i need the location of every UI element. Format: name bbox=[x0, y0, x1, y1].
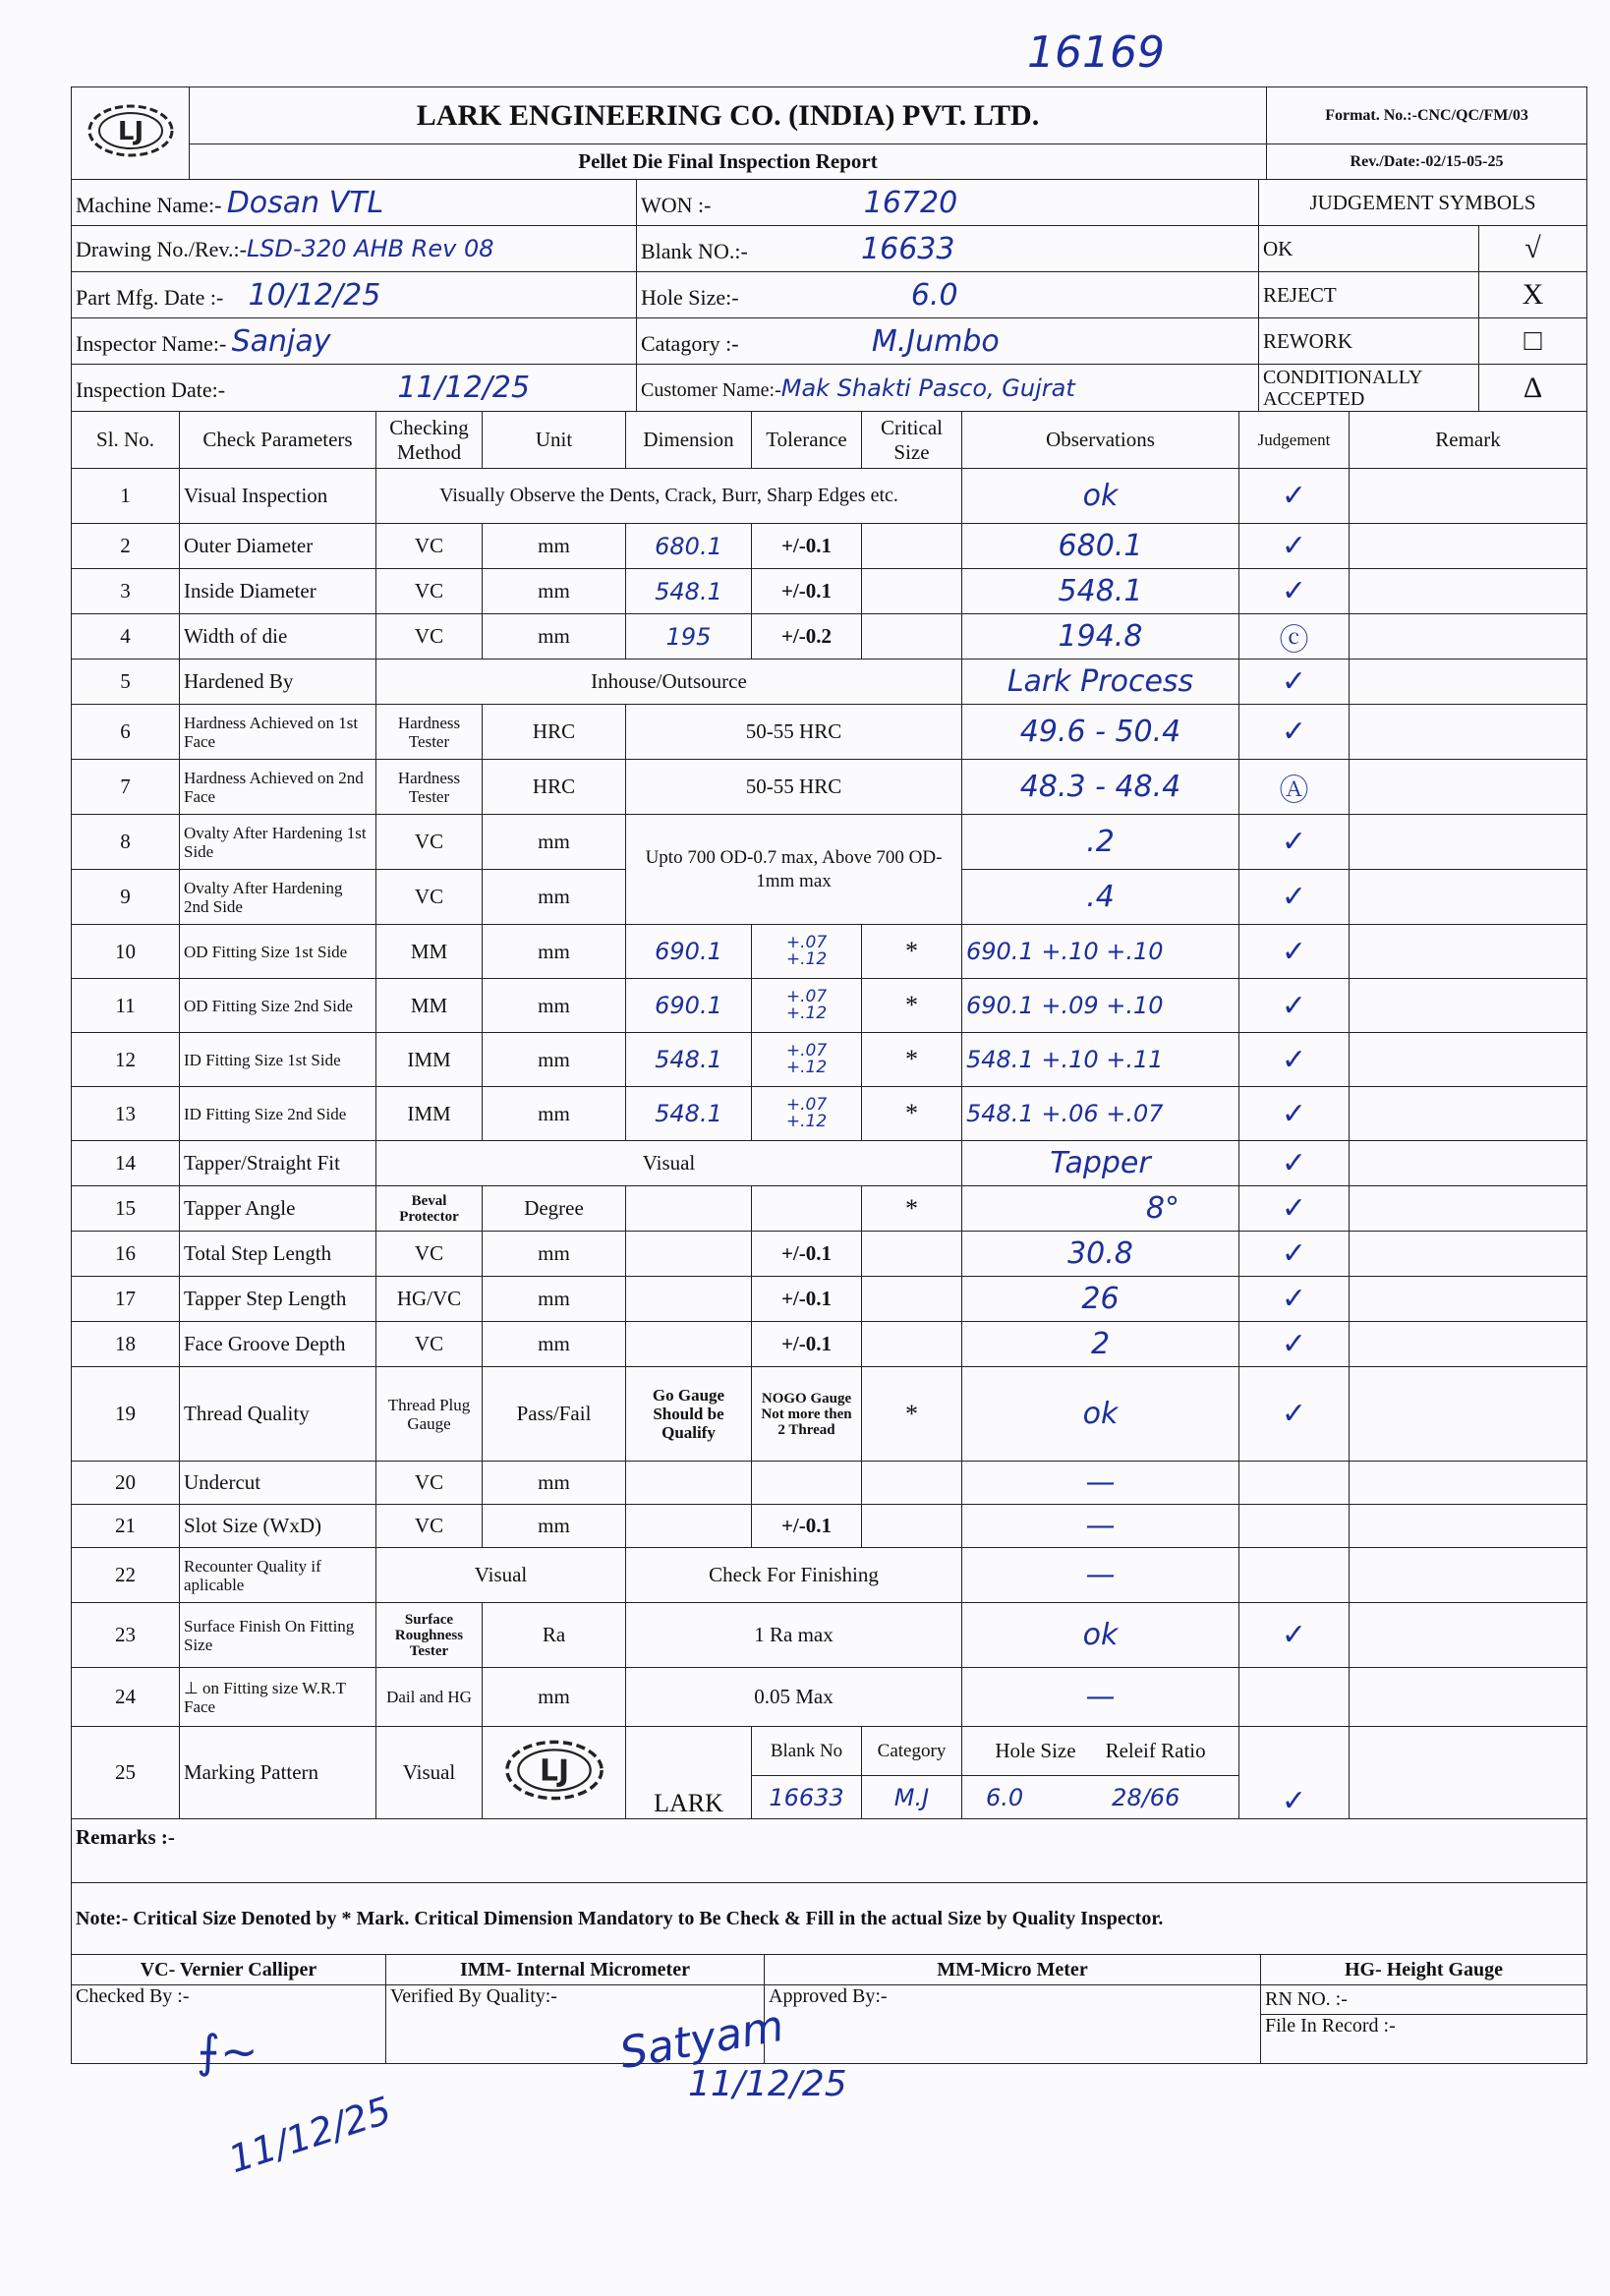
file-in-record: File In Record :- bbox=[1261, 2015, 1587, 2064]
inspector-value: Sanjay bbox=[231, 323, 331, 359]
inspection-date-value: 11/12/25 bbox=[397, 371, 531, 405]
company-logo bbox=[72, 87, 190, 180]
table-row: 22 Recounter Quality if aplicable Visual Check For Finishing — bbox=[72, 1548, 1587, 1603]
checked-by: Checked By :- bbox=[72, 1985, 386, 2064]
checked-signature-date: 11/12/25 bbox=[223, 2088, 397, 2182]
verified-signature: Satyam bbox=[615, 2000, 788, 2080]
table-row: 4 Width of die VC mm 195 +/-0.2 194.8 ⓒ bbox=[72, 614, 1587, 660]
hole-size-value: 6.0 bbox=[910, 277, 958, 313]
format-no: Format. No.:-CNC/QC/FM/03 bbox=[1267, 87, 1587, 144]
legend-mm: MM-Micro Meter bbox=[765, 1955, 1261, 1985]
drawing-field: Drawing No./Rev.:-LSD-320 AHB Rev 08 bbox=[72, 226, 637, 272]
table-row: 12 ID Fitting Size 1st Side IMM mm 548.1 +.07 +.12 * 548.1 +.10 +.11 ✓ bbox=[72, 1033, 1587, 1087]
col-judgement: Judgement bbox=[1239, 412, 1350, 469]
report-title: Pellet Die Final Inspection Report bbox=[190, 144, 1267, 180]
rev-date: Rev./Date:-02/15-05-25 bbox=[1267, 144, 1587, 180]
category-value: M.Jumbo bbox=[871, 323, 1000, 359]
won-value: 16720 bbox=[863, 185, 958, 220]
symbol-rework: □ bbox=[1479, 318, 1587, 365]
won-field: WON :- 16720 bbox=[637, 180, 1259, 226]
symbol-reject: X bbox=[1479, 272, 1587, 318]
inspection-table bbox=[71, 411, 1587, 1955]
table-row: 21 Slot Size (WxD) VC mm +/-0.1 — bbox=[72, 1505, 1587, 1548]
table-row: 16633 M.J 6.0 28/66 bbox=[72, 1776, 1587, 1819]
inspection-sheet bbox=[71, 86, 1586, 2064]
category-field: Catagory :- M.Jumbo bbox=[637, 318, 1259, 365]
table-row: 1 Visual Inspection Visually Observe the Dents, Crack, Burr, Sharp Edges etc. ok ✓ bbox=[72, 469, 1587, 524]
hole-size-field: Hole Size:- 6.0 bbox=[637, 272, 1259, 318]
approved-by: Approved By:- bbox=[765, 1985, 1261, 2064]
mfg-date-value: 10/12/25 bbox=[248, 277, 381, 313]
svg-text:LJ: LJ bbox=[539, 1752, 569, 1788]
table-row: 23 Surface Finish On Fitting Size Surface Roughness Tester Ra 1 Ra max ok ✓ bbox=[72, 1603, 1587, 1668]
blank-value: 16633 bbox=[861, 231, 955, 266]
rn-no: RN NO. :- bbox=[1261, 1985, 1587, 2015]
critical-note: Note:- Critical Size Denoted by * Mark. Critical Dimension Mandatory to Be Check & Fill in the actual Size by Quality Inspector. bbox=[72, 1883, 1587, 1955]
judgement-symbols-title: JUDGEMENT SYMBOLS bbox=[1259, 180, 1587, 226]
table-row: 10 OD Fitting Size 1st Side MM mm 690.1 +.07 +.12 * 690.1 +.10 +.10 ✓ bbox=[72, 925, 1587, 979]
company-name: LARK ENGINEERING CO. (INDIA) PVT. LTD. bbox=[190, 87, 1267, 144]
remarks-row bbox=[72, 1819, 1587, 1883]
footer-table bbox=[71, 1954, 1587, 2064]
col-observations: Observations bbox=[962, 412, 1239, 469]
verified-by: Verified By Quality:- bbox=[386, 1985, 765, 2064]
table-row: 17 Tapper Step Length HG/VC mm +/-0.1 26 ✓ bbox=[72, 1277, 1587, 1322]
column-headers bbox=[72, 412, 1587, 469]
symbol-conditional: Δ bbox=[1479, 365, 1587, 412]
table-row: 5 Hardened By Inhouse/Outsource Lark Process ✓ bbox=[72, 660, 1587, 705]
col-checking-method: Checking Method bbox=[376, 412, 483, 469]
table-row: 11 OD Fitting Size 2nd Side MM mm 690.1 +.07 +.12 * 690.1 +.09 +.10 ✓ bbox=[72, 979, 1587, 1033]
table-row: 14 Tapper/Straight Fit Visual Tapper ✓ bbox=[72, 1141, 1587, 1186]
table-row: 3 Inside Diameter VC mm 548.1 +/-0.1 548.1 ✓ bbox=[72, 569, 1587, 614]
mfg-date-field: Part Mfg. Date :- 10/12/25 bbox=[72, 272, 637, 318]
note-row bbox=[72, 1883, 1587, 1955]
machine-name-field: Machine Name:- Dosan VTL bbox=[72, 180, 637, 226]
symbol-conditional-label: CONDITIONALLY ACCEPTED bbox=[1259, 365, 1479, 412]
table-row: 25 Marking Pattern Visual LJ LARK Blank No Category Hole Size Releif Ratio ✓ bbox=[72, 1727, 1587, 1776]
blank-field: Blank NO.:- 16633 bbox=[637, 226, 1259, 272]
table-row: 19 Thread Quality Thread Plug Gauge Pass/Fail Go Gauge Should be Qualify NOGO Gauge Not more then 2 Thread * ok ✓ bbox=[72, 1367, 1587, 1462]
gear-logo-icon bbox=[84, 100, 178, 161]
col-tolerance: Tolerance bbox=[752, 412, 862, 469]
table-row: 24 ⊥ on Fitting size W.R.T Face Dail and HG mm 0.05 Max — bbox=[72, 1668, 1587, 1727]
symbol-ok: √ bbox=[1479, 226, 1587, 272]
table-row: 20 Undercut VC mm — bbox=[72, 1462, 1587, 1505]
legend-vc: VC- Vernier Calliper bbox=[72, 1955, 386, 1985]
symbol-reject-label: REJECT bbox=[1259, 272, 1479, 318]
symbol-rework-label: REWORK bbox=[1259, 318, 1479, 365]
col-sl-no: Sl. No. bbox=[72, 412, 180, 469]
header-table bbox=[71, 86, 1587, 180]
table-row: 9 Ovalty After Hardening 2nd Side VC mm .4 ✓ bbox=[72, 870, 1587, 925]
table-row: 7 Hardness Achieved on 2nd Face Hardness Tester HRC 50-55 HRC 48.3 - 48.4 Ⓐ bbox=[72, 760, 1587, 815]
svg-text:LJ: LJ bbox=[117, 116, 144, 146]
table-row: 6 Hardness Achieved on 1st Face Hardness Tester HRC 50-55 HRC 49.6 - 50.4 ✓ bbox=[72, 705, 1587, 760]
table-row: 15 Tapper Angle Beval Protector Degree * 8° ✓ bbox=[72, 1186, 1587, 1232]
inspector-field: Inspector Name:- Sanjay bbox=[72, 318, 637, 365]
legend-imm: IMM- Internal Micrometer bbox=[386, 1955, 765, 1985]
table-row: 2 Outer Diameter VC mm 680.1 +/-0.1 680.1 ✓ bbox=[72, 524, 1587, 569]
col-unit: Unit bbox=[483, 412, 626, 469]
drawing-value: LSD-320 AHB Rev 08 bbox=[246, 235, 494, 262]
details-table bbox=[71, 179, 1587, 412]
col-critical-size: Critical Size bbox=[862, 412, 962, 469]
col-remark: Remark bbox=[1350, 412, 1587, 469]
inspection-date-field: Inspection Date:- 11/12/25 bbox=[72, 365, 637, 412]
col-dimension: Dimension bbox=[626, 412, 752, 469]
symbol-ok-label: OK bbox=[1259, 226, 1479, 272]
col-check-parameters: Check Parameters bbox=[180, 412, 376, 469]
table-row: 8 Ovalty After Hardening 1st Side VC mm Upto 700 OD-0.7 max, Above 700 OD-1mm max .2 ✓ bbox=[72, 815, 1587, 870]
remarks-label: Remarks :- bbox=[72, 1819, 1587, 1883]
customer-value: Mak Shakti Pasco, Gujrat bbox=[780, 373, 1075, 402]
document-number: 16169 bbox=[1027, 28, 1165, 78]
machine-name-value: Dosan VTL bbox=[226, 185, 384, 220]
table-row: 16 Total Step Length VC mm +/-0.1 30.8 ✓ bbox=[72, 1232, 1587, 1277]
verified-signature-date: 11/12/25 bbox=[688, 2064, 847, 2104]
ovalty-spec: Upto 700 OD-0.7 max, Above 700 OD-1mm max bbox=[626, 815, 962, 925]
marking-lark: LARK bbox=[626, 1727, 752, 1819]
checked-signature: ⨍~ bbox=[197, 2025, 259, 2078]
table-row: 18 Face Groove Depth VC mm +/-0.1 2 ✓ bbox=[72, 1322, 1587, 1367]
customer-field: Customer Name:-Mak Shakti Pasco, Gujrat bbox=[637, 365, 1259, 412]
table-row: 13 ID Fitting Size 2nd Side IMM mm 548.1 +.07 +.12 * 548.1 +.06 +.07 ✓ bbox=[72, 1087, 1587, 1141]
legend-hg: HG- Height Gauge bbox=[1261, 1955, 1587, 1985]
marking-logo bbox=[483, 1727, 626, 1819]
gear-logo-icon bbox=[500, 1735, 608, 1806]
